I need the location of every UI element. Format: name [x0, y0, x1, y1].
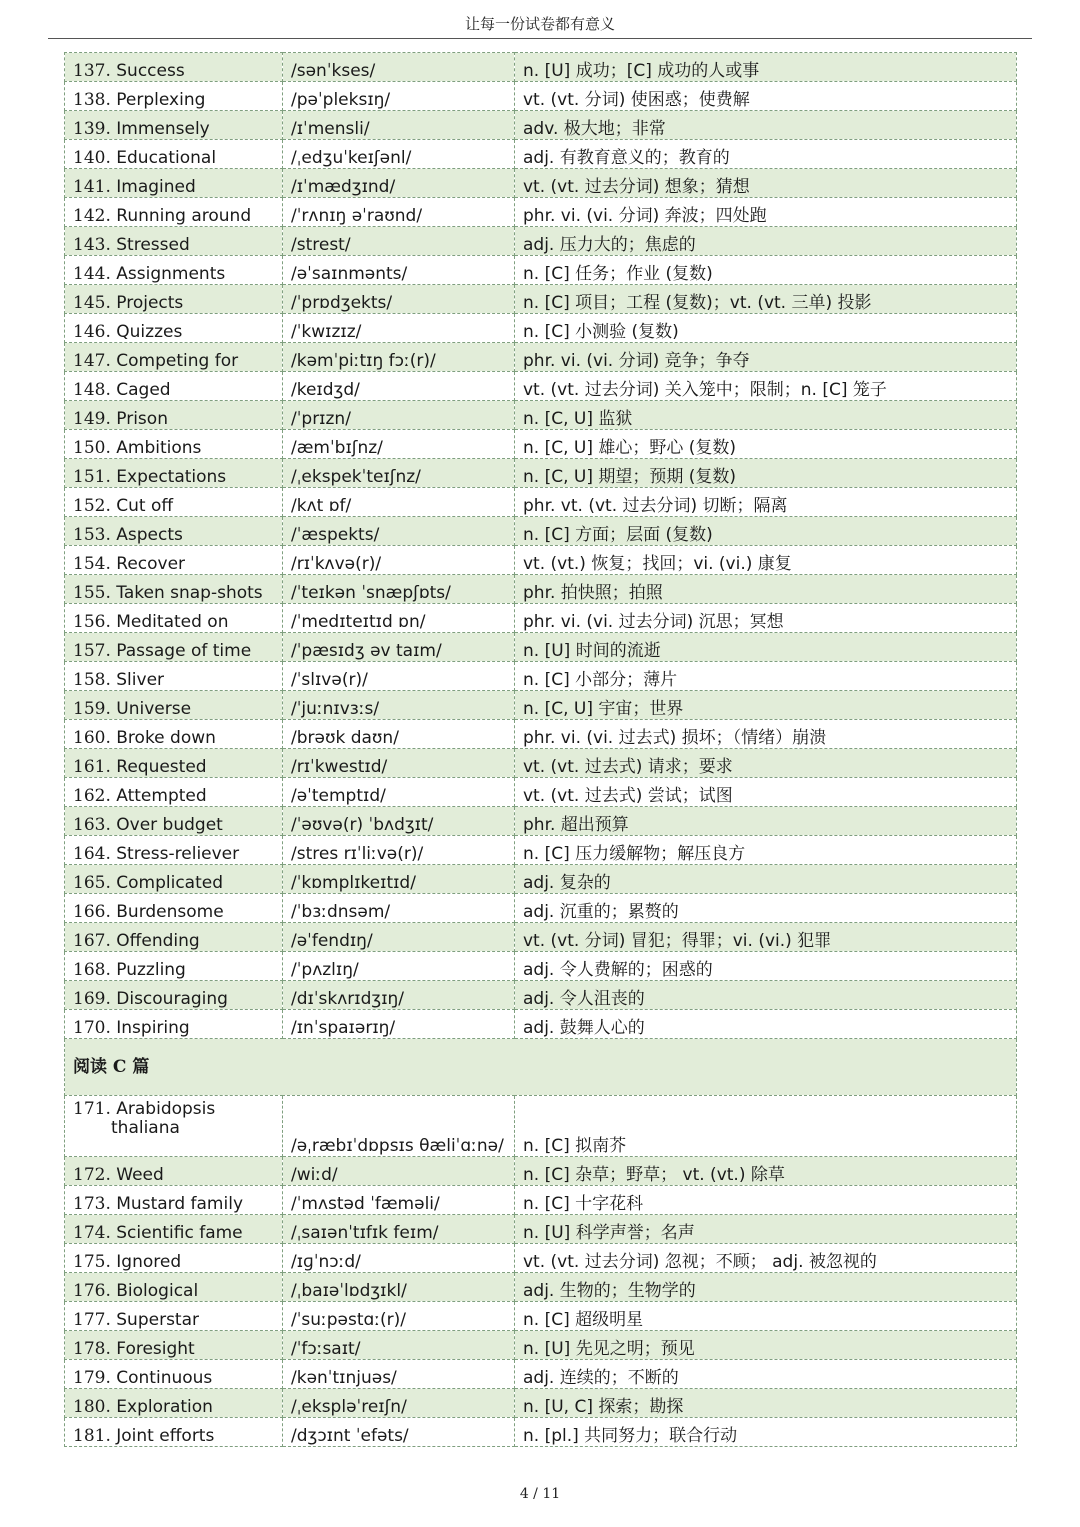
entry-word: Weed	[116, 1165, 164, 1185]
entry-number: 171.	[73, 1099, 111, 1119]
phonetic-cell: /əˈfendɪŋ/	[283, 923, 515, 952]
definition-cell: n. [C, U] 雄心；野心 (复数)	[515, 430, 1017, 459]
phonetic-cell: /ˈteɪkən ˈsnæpʃɒts/	[283, 575, 515, 604]
table-row	[65, 1215, 1017, 1244]
definition-cell: adj. 令人沮丧的	[515, 981, 1017, 1010]
phonetic-cell: /kənˈtɪnjuəs/	[283, 1360, 515, 1389]
definition-cell: adj. 连续的；不断的	[515, 1360, 1017, 1389]
definition-cell: adj. 复杂的	[515, 865, 1017, 894]
entry-number: 144.	[73, 264, 111, 284]
phonetic-cell: /ˈrʌnɪŋ əˈraʊnd/	[283, 198, 515, 227]
entry-word: Scientific fame	[116, 1223, 243, 1243]
phonetic-cell: /wiːd/	[283, 1157, 515, 1186]
entry-word: Superstar	[116, 1310, 199, 1330]
entry-number: 180.	[73, 1397, 111, 1417]
definition-cell: adj. 沉重的；累赘的	[515, 894, 1017, 923]
phonetic-cell: /rɪˈkʌvə(r)/	[283, 546, 515, 575]
table-row	[65, 169, 1017, 198]
section-title: 阅读 C 篇	[65, 1039, 1017, 1096]
entry-word: Puzzling	[116, 960, 186, 980]
phonetic-cell: /ˌbaɪəˈlɒdʒɪkl/	[283, 1273, 515, 1302]
word-cell	[65, 82, 283, 111]
definition-cell: n. [C] 拟南芥	[515, 1096, 1017, 1157]
definition-cell: adj. 有教育意义的；教育的	[515, 140, 1017, 169]
word-cell	[65, 836, 283, 865]
table-row	[65, 1331, 1017, 1360]
table-row	[65, 140, 1017, 169]
definition-cell: n. [C, U] 监狱	[515, 401, 1017, 430]
entry-number: 168.	[73, 960, 111, 980]
table-row	[65, 894, 1017, 923]
entry-word: Over budget	[116, 815, 223, 835]
definition-cell: phr. vi. (vi. 分词) 奔波；四处跑	[515, 198, 1017, 227]
table-row	[65, 952, 1017, 981]
definition-cell: vt. (vt.) 恢复；找回；vi. (vi.) 康复	[515, 546, 1017, 575]
entry-word: Joint efforts	[116, 1426, 215, 1446]
definition-cell: phr. vi. (vi. 过去分词) 沉思；冥想	[515, 604, 1017, 633]
word-cell	[65, 517, 283, 546]
word-cell	[65, 865, 283, 894]
entry-word: Perplexing	[116, 90, 206, 110]
definition-cell: n. [C] 超级明星	[515, 1302, 1017, 1331]
entry-number: 155.	[73, 583, 111, 603]
definition-cell: n. [C] 方面；层面 (复数)	[515, 517, 1017, 546]
entry-number: 160.	[73, 728, 111, 748]
phonetic-cell: /ˈsuːpəstɑː(r)/	[283, 1302, 515, 1331]
word-cell	[65, 894, 283, 923]
table-row	[65, 836, 1017, 865]
section-row	[65, 1039, 1017, 1096]
table-row	[65, 1157, 1017, 1186]
definition-cell: vt. (vt. 过去分词) 忽视；不顾； adj. 被忽视的	[515, 1244, 1017, 1273]
entry-word: Imagined	[116, 177, 196, 197]
entry-word: Ambitions	[116, 438, 202, 458]
phonetic-cell: /ˈbɜːdnsəm/	[283, 894, 515, 923]
word-cell	[65, 53, 283, 82]
definition-cell: adj. 鼓舞人心的	[515, 1010, 1017, 1039]
word-cell	[65, 227, 283, 256]
definition-cell: vt. (vt. 过去式) 尝试；试图	[515, 778, 1017, 807]
word-cell	[65, 1186, 283, 1215]
table-row	[65, 923, 1017, 952]
entry-number: 169.	[73, 989, 111, 1009]
definition-cell: n. [C] 任务；作业 (复数)	[515, 256, 1017, 285]
entry-word: Foresight	[116, 1339, 195, 1359]
word-cell	[65, 111, 283, 140]
entry-word: Taken snap-shots	[116, 583, 263, 603]
entry-word: Broke down	[116, 728, 216, 748]
entry-word: Projects	[116, 293, 184, 313]
entry-word: Continuous	[116, 1368, 213, 1388]
word-cell	[65, 575, 283, 604]
entry-word: Running around	[116, 206, 252, 226]
word-cell	[65, 1331, 283, 1360]
entry-word: Burdensome	[116, 902, 224, 922]
phonetic-cell: /ˈpʌzlɪŋ/	[283, 952, 515, 981]
phonetic-cell: /ˈjuːnɪvɜːs/	[283, 691, 515, 720]
word-cell	[65, 1215, 283, 1244]
entry-word: Cut off	[116, 496, 174, 516]
definition-cell: adv. 极大地；非常	[515, 111, 1017, 140]
table-row	[65, 430, 1017, 459]
entry-number: 173.	[73, 1194, 111, 1214]
word-cell	[65, 198, 283, 227]
table-row	[65, 1244, 1017, 1273]
entry-number: 176.	[73, 1281, 111, 1301]
word-cell	[65, 256, 283, 285]
entry-word: Offending	[116, 931, 200, 951]
word-cell	[65, 546, 283, 575]
entry-word: Aspects	[116, 525, 183, 545]
table-row	[65, 517, 1017, 546]
entry-number: 141.	[73, 177, 111, 197]
definition-cell: phr. 超出预算	[515, 807, 1017, 836]
entry-number: 139.	[73, 119, 111, 139]
definition-cell: vt. (vt. 过去分词) 想象；猜想	[515, 169, 1017, 198]
definition-cell: n. [C, U] 宇宙；世界	[515, 691, 1017, 720]
word-cell	[65, 923, 283, 952]
entry-word: Educational	[116, 148, 217, 168]
entry-number: 181.	[73, 1426, 111, 1446]
entry-number: 175.	[73, 1252, 111, 1272]
table-row	[65, 778, 1017, 807]
definition-cell: n. [U] 成功；[C] 成功的人或事	[515, 53, 1017, 82]
entry-word: Ignored	[116, 1252, 182, 1272]
definition-cell: adj. 令人费解的；困惑的	[515, 952, 1017, 981]
word-cell	[65, 633, 283, 662]
entry-number: 162.	[73, 786, 111, 806]
phonetic-cell: /pəˈpleksɪŋ/	[283, 82, 515, 111]
table-row	[65, 1389, 1017, 1418]
phonetic-cell: /əˈsaɪnmənts/	[283, 256, 515, 285]
word-cell	[65, 720, 283, 749]
table-row	[65, 865, 1017, 894]
phonetic-cell: /ˈfɔːsaɪt/	[283, 1331, 515, 1360]
table-row	[65, 1302, 1017, 1331]
entry-word: Arabidopsis	[116, 1099, 216, 1119]
phonetic-cell: /ˈslɪvə(r)/	[283, 662, 515, 691]
definition-cell: n. [C] 杂草；野草； vt. (vt.) 除草	[515, 1157, 1017, 1186]
entry-word: Attempted	[116, 786, 207, 806]
table-row	[65, 1186, 1017, 1215]
entry-word: Mustard family	[116, 1194, 244, 1214]
table-row	[65, 372, 1017, 401]
entry-number: 149.	[73, 409, 111, 429]
definition-cell: n. [U] 先见之明；预见	[515, 1331, 1017, 1360]
phonetic-cell: /ˌekspləˈreɪʃn/	[283, 1389, 515, 1418]
phonetic-cell: /ˈkwɪzɪz/	[283, 314, 515, 343]
phonetic-cell: /rɪˈkwestɪd/	[283, 749, 515, 778]
table-row	[65, 343, 1017, 372]
entry-number: 142.	[73, 206, 111, 226]
entry-number: 147.	[73, 351, 111, 371]
phonetic-cell: /ɪnˈspaɪərɪŋ/	[283, 1010, 515, 1039]
entry-number: 146.	[73, 322, 111, 342]
entry-number: 153.	[73, 525, 111, 545]
phonetic-cell: /æmˈbɪʃnz/	[283, 430, 515, 459]
phonetic-cell: /ˌedʒuˈkeɪʃənl/	[283, 140, 515, 169]
entry-number: 156.	[73, 612, 111, 632]
table-row	[65, 604, 1017, 633]
phonetic-cell: /dʒɔɪnt ˈefəts/	[283, 1418, 515, 1447]
entry-word: Caged	[116, 380, 171, 400]
table-row	[65, 1010, 1017, 1039]
page-number: 4 / 11	[519, 1486, 561, 1502]
phonetic-cell: /əˌræbɪˈdɒpsɪs θæliˈɑːnə/	[283, 1096, 515, 1157]
table-row	[65, 82, 1017, 111]
entry-number: 164.	[73, 844, 111, 864]
entry-number: 177.	[73, 1310, 111, 1330]
entry-word: Inspiring	[116, 1018, 190, 1038]
entry-word: Stress-reliever	[116, 844, 240, 864]
entry-number: 166.	[73, 902, 111, 922]
word-cell	[65, 459, 283, 488]
word-cell	[65, 372, 283, 401]
table-row	[65, 633, 1017, 662]
word-cell	[65, 1389, 283, 1418]
definition-cell: vt. (vt. 过去式) 请求；要求	[515, 749, 1017, 778]
table-row	[65, 285, 1017, 314]
word-cell	[65, 140, 283, 169]
word-cell	[65, 488, 283, 517]
word-cell	[65, 981, 283, 1010]
table-row	[65, 691, 1017, 720]
phonetic-cell: /ɪˈmædʒɪnd/	[283, 169, 515, 198]
word-cell	[65, 952, 283, 981]
entry-number: 157.	[73, 641, 111, 661]
word-cell	[65, 1273, 283, 1302]
phonetic-cell: /strest/	[283, 227, 515, 256]
word-cell	[65, 662, 283, 691]
entry-word: Competing for	[116, 351, 239, 371]
entry-word: Immensely	[116, 119, 210, 139]
phonetic-cell: /ˈprɒdʒekts/	[283, 285, 515, 314]
phonetic-cell: /kʌt ɒf/	[283, 488, 515, 517]
definition-cell: n. [U, C] 探索；勘探	[515, 1389, 1017, 1418]
table-row	[65, 1418, 1017, 1447]
phonetic-cell: /sənˈkses/	[283, 53, 515, 82]
definition-cell: phr. 拍快照；拍照	[515, 575, 1017, 604]
table-row	[65, 662, 1017, 691]
entry-number: 150.	[73, 438, 111, 458]
entry-number: 159.	[73, 699, 111, 719]
entry-word: Requested	[116, 757, 207, 777]
word-cell	[65, 1244, 283, 1273]
vocabulary-table-body-c	[65, 1096, 1017, 1447]
entry-word: Recover	[116, 554, 186, 574]
entry-number: 148.	[73, 380, 111, 400]
entry-number: 174.	[73, 1223, 111, 1243]
word-cell	[65, 691, 283, 720]
vocabulary-table-body	[65, 53, 1017, 1039]
table-row	[65, 575, 1017, 604]
definition-cell: n. [C, U] 期望；预期 (复数)	[515, 459, 1017, 488]
table-row	[65, 720, 1017, 749]
entry-number: 152.	[73, 496, 111, 516]
entry-word: Success	[116, 61, 185, 81]
entry-number: 137.	[73, 61, 111, 81]
entry-word: Exploration	[116, 1397, 213, 1417]
entry-number: 179.	[73, 1368, 111, 1388]
word-cell	[65, 430, 283, 459]
word-cell	[65, 1360, 283, 1389]
phonetic-cell: /ˈpæsɪdʒ əv taɪm/	[283, 633, 515, 662]
table-row	[65, 749, 1017, 778]
word-cell	[65, 401, 283, 430]
entry-word: Stressed	[116, 235, 190, 255]
entry-number: 158.	[73, 670, 111, 690]
entry-number: 138.	[73, 90, 111, 110]
phonetic-cell: /ˈəʊvə(r) ˈbʌdʒɪt/	[283, 807, 515, 836]
word-cell	[65, 749, 283, 778]
table-row	[65, 314, 1017, 343]
definition-cell: vt. (vt. 过去分词) 关入笼中；限制；n. [C] 笼子	[515, 372, 1017, 401]
phonetic-cell: /ɪˈmensli/	[283, 111, 515, 140]
word-cell	[65, 807, 283, 836]
definition-cell: n. [U] 时间的流逝	[515, 633, 1017, 662]
word-cell	[65, 1302, 283, 1331]
entry-word: Quizzes	[116, 322, 183, 342]
word-cell	[65, 1157, 283, 1186]
entry-word: Passage of time	[116, 641, 252, 661]
table-row	[65, 981, 1017, 1010]
definition-cell: vt. (vt. 分词) 使困惑；使费解	[515, 82, 1017, 111]
phonetic-cell: /ˌsaɪənˈtɪfɪk feɪm/	[283, 1215, 515, 1244]
header-title: 让每一份试卷都有意义	[464, 15, 615, 33]
phonetic-cell: /ˈmedɪteɪtɪd ɒn/	[283, 604, 515, 633]
entry-number: 178.	[73, 1339, 111, 1359]
entry-word: Sliver	[116, 670, 165, 690]
table-row	[65, 488, 1017, 517]
entry-word: Meditated on	[116, 612, 229, 632]
word-cell	[65, 604, 283, 633]
entry-number: 172.	[73, 1165, 111, 1185]
phonetic-cell: /ˈæspekts/	[283, 517, 515, 546]
phonetic-cell: /ɪɡˈnɔːd/	[283, 1244, 515, 1273]
table-row	[65, 198, 1017, 227]
phonetic-cell: /kəmˈpiːtɪŋ fɔː(r)/	[283, 343, 515, 372]
word-cell	[65, 1096, 283, 1157]
entry-number: 143.	[73, 235, 111, 255]
table-row	[65, 1096, 1017, 1157]
entry-number: 140.	[73, 148, 111, 168]
table-row	[65, 256, 1017, 285]
definition-cell: phr. vi. (vi. 过去式) 损坏；（情绪）崩溃	[515, 720, 1017, 749]
phonetic-cell: /stres rɪˈliːvə(r)/	[283, 836, 515, 865]
entry-number: 154.	[73, 554, 111, 574]
definition-cell: n. [U] 科学声誉；名声	[515, 1215, 1017, 1244]
definition-cell: phr. vi. (vi. 分词) 竞争；争夺	[515, 343, 1017, 372]
word-cell	[65, 778, 283, 807]
phonetic-cell: /ˈprɪzn/	[283, 401, 515, 430]
definition-cell: n. [pl.] 共同努力；联合行动	[515, 1418, 1017, 1447]
entry-word: Discouraging	[116, 989, 228, 1009]
entry-word: Assignments	[116, 264, 226, 284]
phonetic-cell: /dɪˈskʌrɪdʒɪŋ/	[283, 981, 515, 1010]
entry-number: 170.	[73, 1018, 111, 1038]
definition-cell: adj. 压力大的；焦虑的	[515, 227, 1017, 256]
page-header	[48, 0, 1032, 39]
word-cell	[65, 1010, 283, 1039]
word-cell	[65, 1418, 283, 1447]
definition-cell: n. [C] 项目；工程 (复数)；vt. (vt. 三单) 投影	[515, 285, 1017, 314]
table-row	[65, 546, 1017, 575]
table-row	[65, 807, 1017, 836]
phonetic-cell: /ˈkɒmplɪkeɪtɪd/	[283, 865, 515, 894]
entry-number: 161.	[73, 757, 111, 777]
entry-word: Biological	[116, 1281, 199, 1301]
definition-cell: phr. vt. (vt. 过去分词) 切断；隔离	[515, 488, 1017, 517]
table-row	[65, 1360, 1017, 1389]
table-row	[65, 459, 1017, 488]
definition-cell: n. [C] 小部分；薄片	[515, 662, 1017, 691]
entry-number: 167.	[73, 931, 111, 951]
definition-cell: n. [C] 小测验 (复数)	[515, 314, 1017, 343]
entry-number: 165.	[73, 873, 111, 893]
entry-word: Universe	[116, 699, 192, 719]
entry-word: Complicated	[116, 873, 224, 893]
phonetic-cell: /ˈmʌstəd ˈfæməli/	[283, 1186, 515, 1215]
word-cell	[65, 314, 283, 343]
definition-cell: adj. 生物的；生物学的	[515, 1273, 1017, 1302]
word-cell	[65, 169, 283, 198]
entry-number: 145.	[73, 293, 111, 313]
table-row	[65, 111, 1017, 140]
table-row	[65, 401, 1017, 430]
entry-number: 163.	[73, 815, 111, 835]
entry-word-line2: thaliana	[111, 1118, 180, 1138]
entry-word: Prison	[116, 409, 168, 429]
entry-number: 151.	[73, 467, 111, 487]
definition-cell: n. [C] 十字花科	[515, 1186, 1017, 1215]
phonetic-cell: /ˌekspekˈteɪʃnz/	[283, 459, 515, 488]
entry-word: Expectations	[116, 467, 227, 487]
phonetic-cell: /brəʊk daʊn/	[283, 720, 515, 749]
table-row	[65, 53, 1017, 82]
table-row	[65, 227, 1017, 256]
phonetic-cell: /əˈtemptɪd/	[283, 778, 515, 807]
word-cell	[65, 343, 283, 372]
word-cell	[65, 285, 283, 314]
table-row	[65, 1273, 1017, 1302]
definition-cell: n. [C] 压力缓解物；解压良方	[515, 836, 1017, 865]
definition-cell: vt. (vt. 分词) 冒犯；得罪；vi. (vi.) 犯罪	[515, 923, 1017, 952]
vocabulary-table	[64, 52, 1017, 1447]
phonetic-cell: /keɪdʒd/	[283, 372, 515, 401]
